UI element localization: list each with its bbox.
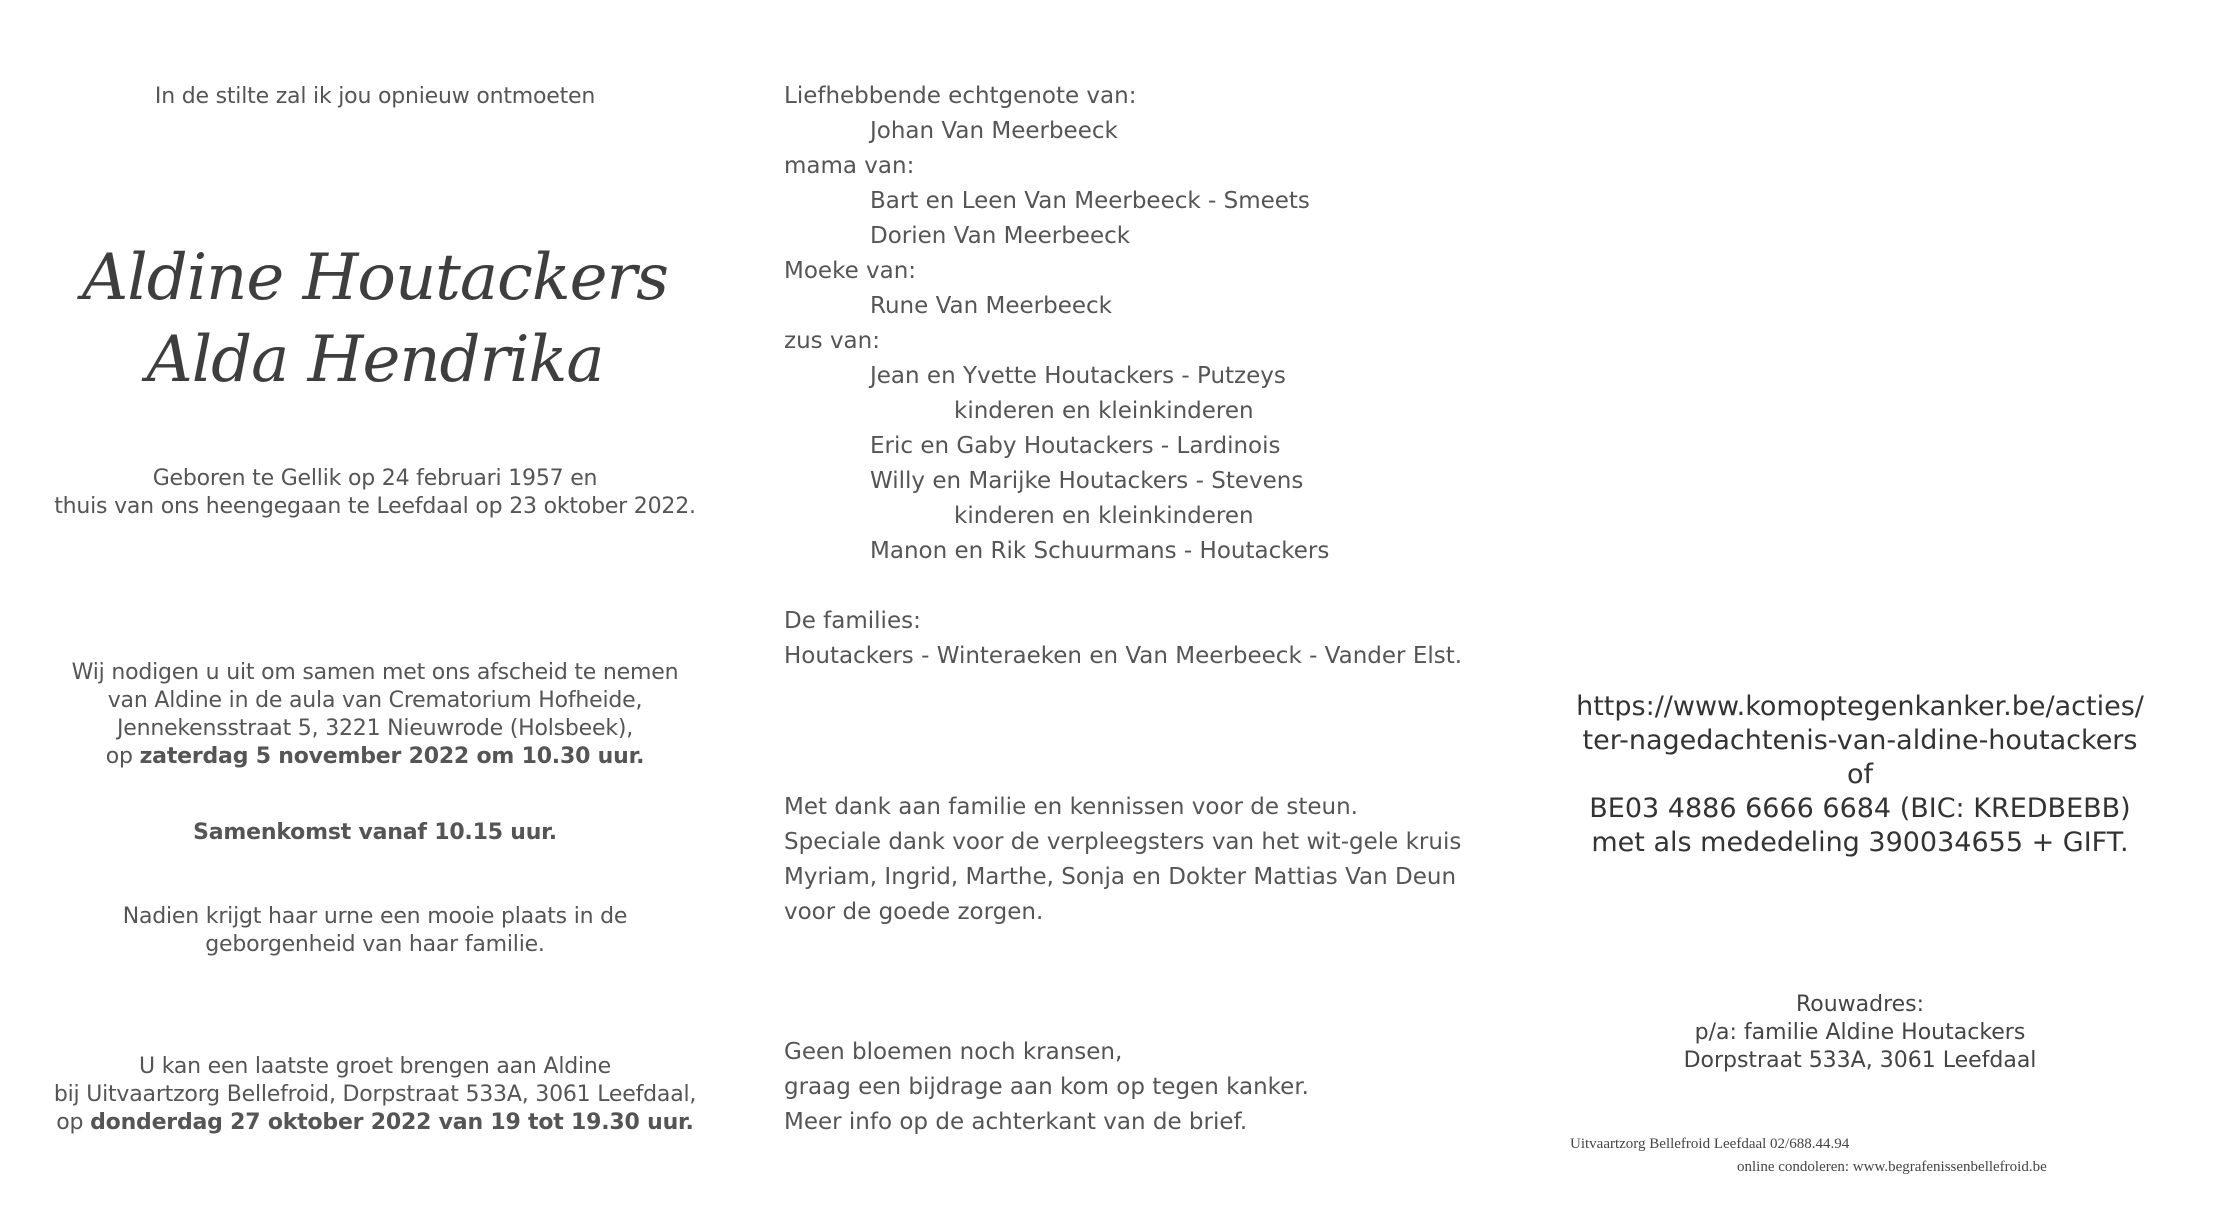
life-dates — [0, 465, 750, 521]
urn-line-1: Nadien krijgt haar urne een mooie plaats in de — [122, 904, 628, 929]
motto: In de stilte zal ik jou opnieuw ontmoeten — [154, 84, 596, 109]
visit-line-1: U kan een laatste groet brengen aan Aldine — [139, 1054, 611, 1079]
ceremony-invitation — [0, 659, 750, 771]
invite-prefix: op — [105, 744, 140, 769]
deceased-given-names: Alda Hendrika — [146, 323, 604, 397]
family-member: Bart en Leen Van Meerbeeck - Smeets — [870, 188, 1310, 214]
urn-line-2: geborgenheid van haar familie. — [205, 932, 545, 957]
family-member: kinderen en kleinkinderen — [954, 398, 1254, 424]
thanks-line: Myriam, Ingrid, Marthe, Sonja en Dokter Mattias Van Deun — [784, 864, 1457, 890]
family-member: Johan Van Meerbeeck — [870, 118, 1118, 144]
mourning-address — [1540, 991, 2180, 1075]
thanks-line: Speciale dank voor de verpleegsters van het wit-gele kruis — [784, 829, 1462, 855]
family-member: Eric en Gaby Houtackers - Lardinois — [870, 433, 1281, 459]
death-line: thuis van ons heengegaan te Leefdaal op 23 oktober 2022. — [54, 494, 696, 519]
family-member: Dorien Van Meerbeeck — [870, 223, 1131, 249]
family-member: Manon en Rik Schuurmans - Houtackers — [870, 538, 1330, 564]
flowers-line: graag een bijdrage aan kom op tegen kanker. — [784, 1074, 1309, 1100]
family-label: Liefhebbende echtgenote van: — [784, 83, 1137, 109]
visit-prefix: op — [56, 1110, 91, 1135]
family-member: Jean en Yvette Houtackers - Putzeys — [870, 363, 1286, 389]
invite-line-1: Wij nodigen u uit om samen met ons afscheid te nemen — [71, 660, 679, 685]
invite-line-3: Jennekensstraat 5, 3221 Nieuwrode (Holsbeek), — [116, 716, 634, 741]
address-line-1: p/a: familie Aldine Houtackers — [1694, 1020, 2026, 1045]
donation-or: of — [1846, 759, 1874, 790]
donation-url-part-2: ter-nagedachtenis-van-aldine-houtackers — [1582, 725, 2138, 756]
donation-info — [1540, 690, 2180, 860]
address-label: Rouwadres: — [1795, 992, 1925, 1017]
deceased-name: Aldine Houtackers — [82, 241, 668, 315]
visitation-date: donderdag 27 oktober 2022 van 19 tot 19.30 uur. — [90, 1110, 694, 1135]
family-label: mama van: — [784, 153, 915, 179]
invite-line-4 — [0, 743, 750, 771]
donation-url-part-1: https://www.komoptegenkanker.be/acties/ — [1576, 691, 2144, 722]
family-member: kinderen en kleinkinderen — [954, 503, 1254, 529]
family-label: zus van: — [784, 328, 880, 354]
donation-reference: met als mededeling 390034655 + GIFT. — [1591, 827, 2129, 858]
address-line-2: Dorpstraat 533A, 3061 Leefdaal — [1683, 1048, 2037, 1073]
families-label: De families: — [784, 608, 921, 634]
flowers-line: Geen bloemen noch kransen, — [784, 1039, 1123, 1065]
visit-line-3 — [0, 1109, 750, 1137]
visit-line-2: bij Uitvaartzorg Bellefroid, Dorpstraat 533A, 3061 Leefdaal, — [53, 1082, 697, 1107]
thanks-line: Met dank aan familie en kennissen voor de steun. — [784, 794, 1358, 820]
families-names: Houtackers - Winteraeken en Van Meerbeeck - Vander Elst. — [784, 643, 1463, 669]
family-label: Moeke van: — [784, 258, 917, 284]
visitation-info — [0, 1053, 750, 1137]
gathering-time: Samenkomst vanaf 10.15 uur. — [193, 820, 557, 845]
urn-note — [0, 903, 750, 959]
ceremony-date: zaterdag 5 november 2022 om 10.30 uur. — [139, 744, 645, 769]
flowers-line: Meer info op de achterkant van de brief. — [784, 1109, 1248, 1135]
birth-line: Geboren te Gellik op 24 februari 1957 en — [152, 466, 598, 491]
family-member: Willy en Marijke Houtackers - Stevens — [870, 468, 1304, 494]
donation-iban: BE03 4886 6666 6684 (BIC: KREDBEBB) — [1589, 793, 2131, 824]
family-member: Rune Van Meerbeeck — [870, 293, 1112, 319]
invite-line-2: van Aldine in de aula van Crematorium Hofheide, — [107, 688, 643, 713]
thanks-line: voor de goede zorgen. — [784, 899, 1044, 925]
funeral-home-contact: Uitvaartzorg Bellefroid Leefdaal 02/688.44.94 — [1570, 1136, 1850, 1152]
online-condolence: online condoleren: www.begrafenissenbellefroid.be — [1737, 1159, 2047, 1175]
